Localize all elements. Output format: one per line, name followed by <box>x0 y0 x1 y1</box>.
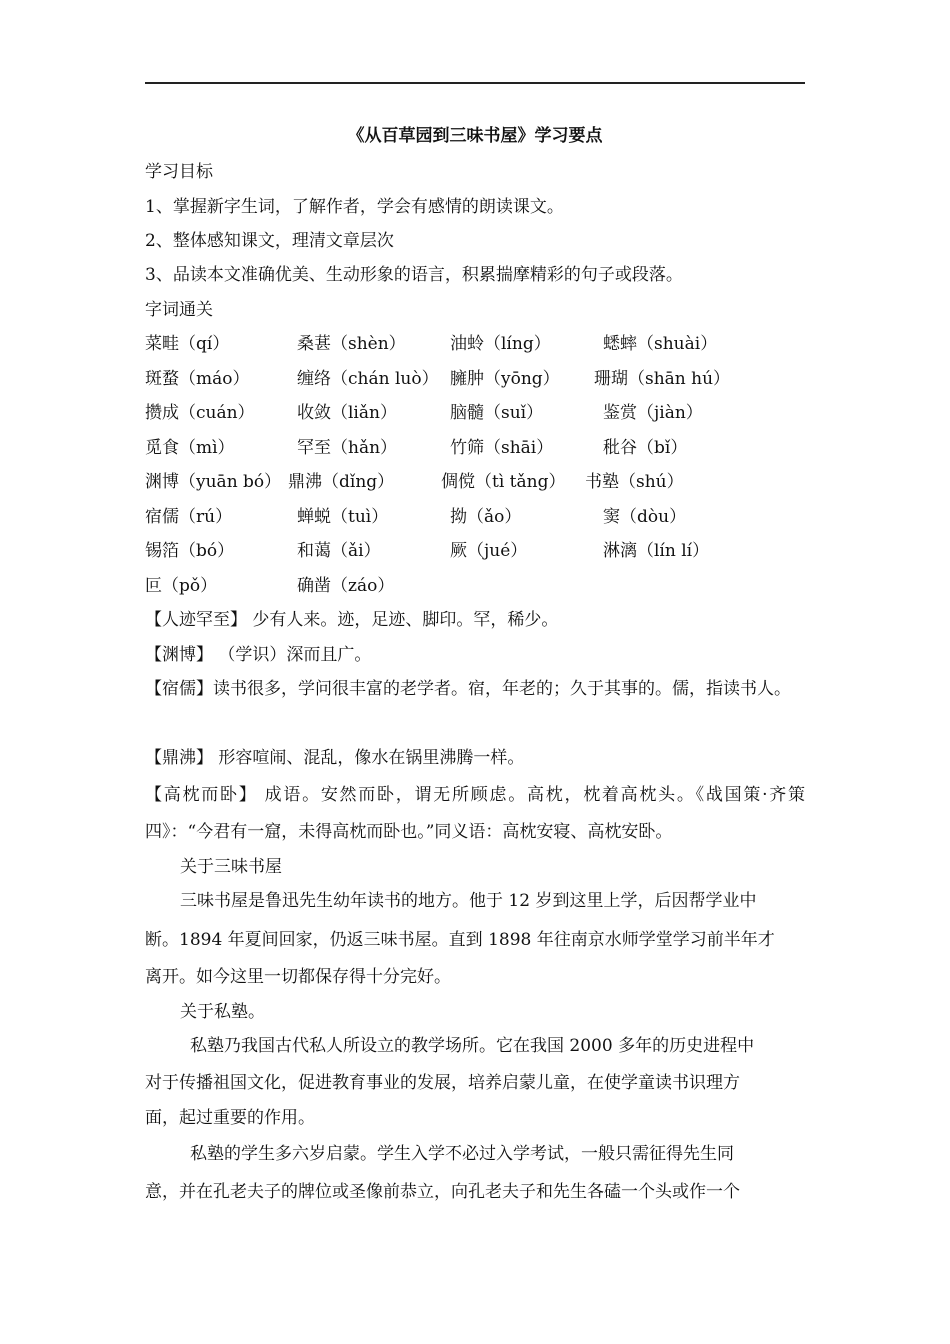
vocab-word: 蟋蟀（shuài） <box>603 334 718 354</box>
vocab-word: 拗（ǎo） <box>450 507 522 527</box>
vocab-word: 觅食（mì） <box>145 438 235 458</box>
vocab-word: 桑葚（shèn） <box>297 334 406 354</box>
vocab-word: 渊博（yuān bó） <box>145 472 282 492</box>
vocab-word: 和蔼（ǎi） <box>297 541 381 561</box>
vocab-word: 倜傥（tì tǎng） <box>441 472 566 492</box>
vocab-word: 厥（jué） <box>450 541 528 561</box>
definition-entry: 【高枕而卧】 成语。安然而卧，谓无所顾虑。高枕，枕着高枕头。《战国策·齐策 <box>145 785 805 805</box>
paragraph-line: 面，起过重要的作用。 <box>145 1108 315 1128</box>
header-rule <box>145 82 805 84</box>
vocab-word: 攒成（cuán） <box>145 403 255 423</box>
vocab-word: 油蛉（líng） <box>450 334 551 354</box>
vocab-word: 臃肿（yōng） <box>450 369 560 389</box>
goal-item: 1、掌握新字生词，了解作者，学会有感情的朗读课文。 <box>145 197 564 217</box>
vocab-word: 宿儒（rú） <box>145 507 233 527</box>
vocab-word: 斑蝥（máo） <box>145 369 250 389</box>
vocab-word: 收敛（liǎn） <box>297 403 397 423</box>
vocab-word: 缠络（chán luò） <box>297 369 439 389</box>
definition-entry: 【鼎沸】 形容喧闹、混乱，像水在锅里沸腾一样。 <box>145 748 525 768</box>
vocab-word: 鼎沸（dǐng） <box>288 472 395 492</box>
paragraph-line: 离开。如今这里一切都保存得十分完好。 <box>145 967 451 987</box>
section-heading-sanwei: 关于三味书屋 <box>180 857 282 877</box>
definition-entry: 【人迹罕至】 少有人来。迹，足迹、脚印。罕，稀少。 <box>145 610 559 630</box>
vocab-word: 秕谷（bǐ） <box>603 438 688 458</box>
paragraph-line: 断。1894 年夏间回家，仍返三味书屋。直到 1898 年往南京水师学堂学习前半年才 <box>145 930 775 950</box>
vocab-word: 书塾（shú） <box>585 472 684 492</box>
vocab-heading: 字词通关 <box>145 300 213 320</box>
paragraph-line: 私塾的学生多六岁启蒙。学生入学不必过入学考试，一般只需征得先生同 <box>190 1144 734 1164</box>
section-heading-sishu: 关于私塾。 <box>180 1002 265 1022</box>
goal-item: 3、品读本文准确优美、生动形象的语言，积累揣摩精彩的句子或段落。 <box>145 265 683 285</box>
definition-entry: 【渊博】 （学识）深而且广。 <box>145 645 372 665</box>
goals-heading: 学习目标 <box>145 162 213 182</box>
vocab-word: 蝉蜕（tuì） <box>297 507 389 527</box>
vocab-word: 叵（pǒ） <box>145 576 218 596</box>
vocab-word: 珊瑚（shān hú） <box>594 369 731 389</box>
paragraph-line: 意，并在孔老夫子的牌位或圣像前恭立，向孔老夫子和先生各磕一个头或作一个 <box>145 1182 740 1202</box>
vocab-word: 竹筛（shāi） <box>450 438 554 458</box>
page-title: 《从百草园到三味书屋》学习要点 <box>347 126 603 146</box>
vocab-word: 鉴赏（jiàn） <box>603 403 703 423</box>
vocab-word: 锡箔（bó） <box>145 541 235 561</box>
goal-item: 2、整体感知课文，理清文章层次 <box>145 231 394 251</box>
vocab-word: 窦（dòu） <box>603 507 687 527</box>
vocab-word: 罕至（hǎn） <box>297 438 398 458</box>
definition-entry: 【宿儒】读书很多，学问很丰富的老学者。宿，年老的；久于其事的。儒，指读书人。 <box>145 679 791 699</box>
paragraph-line: 对于传播祖国文化，促进教育事业的发展，培养启蒙儿童，在使学童读书识理方 <box>145 1073 740 1093</box>
vocab-word: 菜畦（qí） <box>145 334 230 354</box>
vocab-word: 淋漓（lín lí） <box>603 541 710 561</box>
definition-entry-continued: 四》：“今君有一窟，未得高枕而卧也。”同义语：高枕安寝、高枕安卧。 <box>145 822 673 842</box>
vocab-word: 确凿（záo） <box>297 576 395 596</box>
vocab-word: 脑髓（suǐ） <box>450 403 544 423</box>
paragraph-line: 三味书屋是鲁迅先生幼年读书的地方。他于 12 岁到这里上学，后因帮学业中 <box>180 891 757 911</box>
paragraph-line: 私塾乃我国古代私人所设立的教学场所。它在我国 2000 多年的历史进程中 <box>190 1036 755 1056</box>
